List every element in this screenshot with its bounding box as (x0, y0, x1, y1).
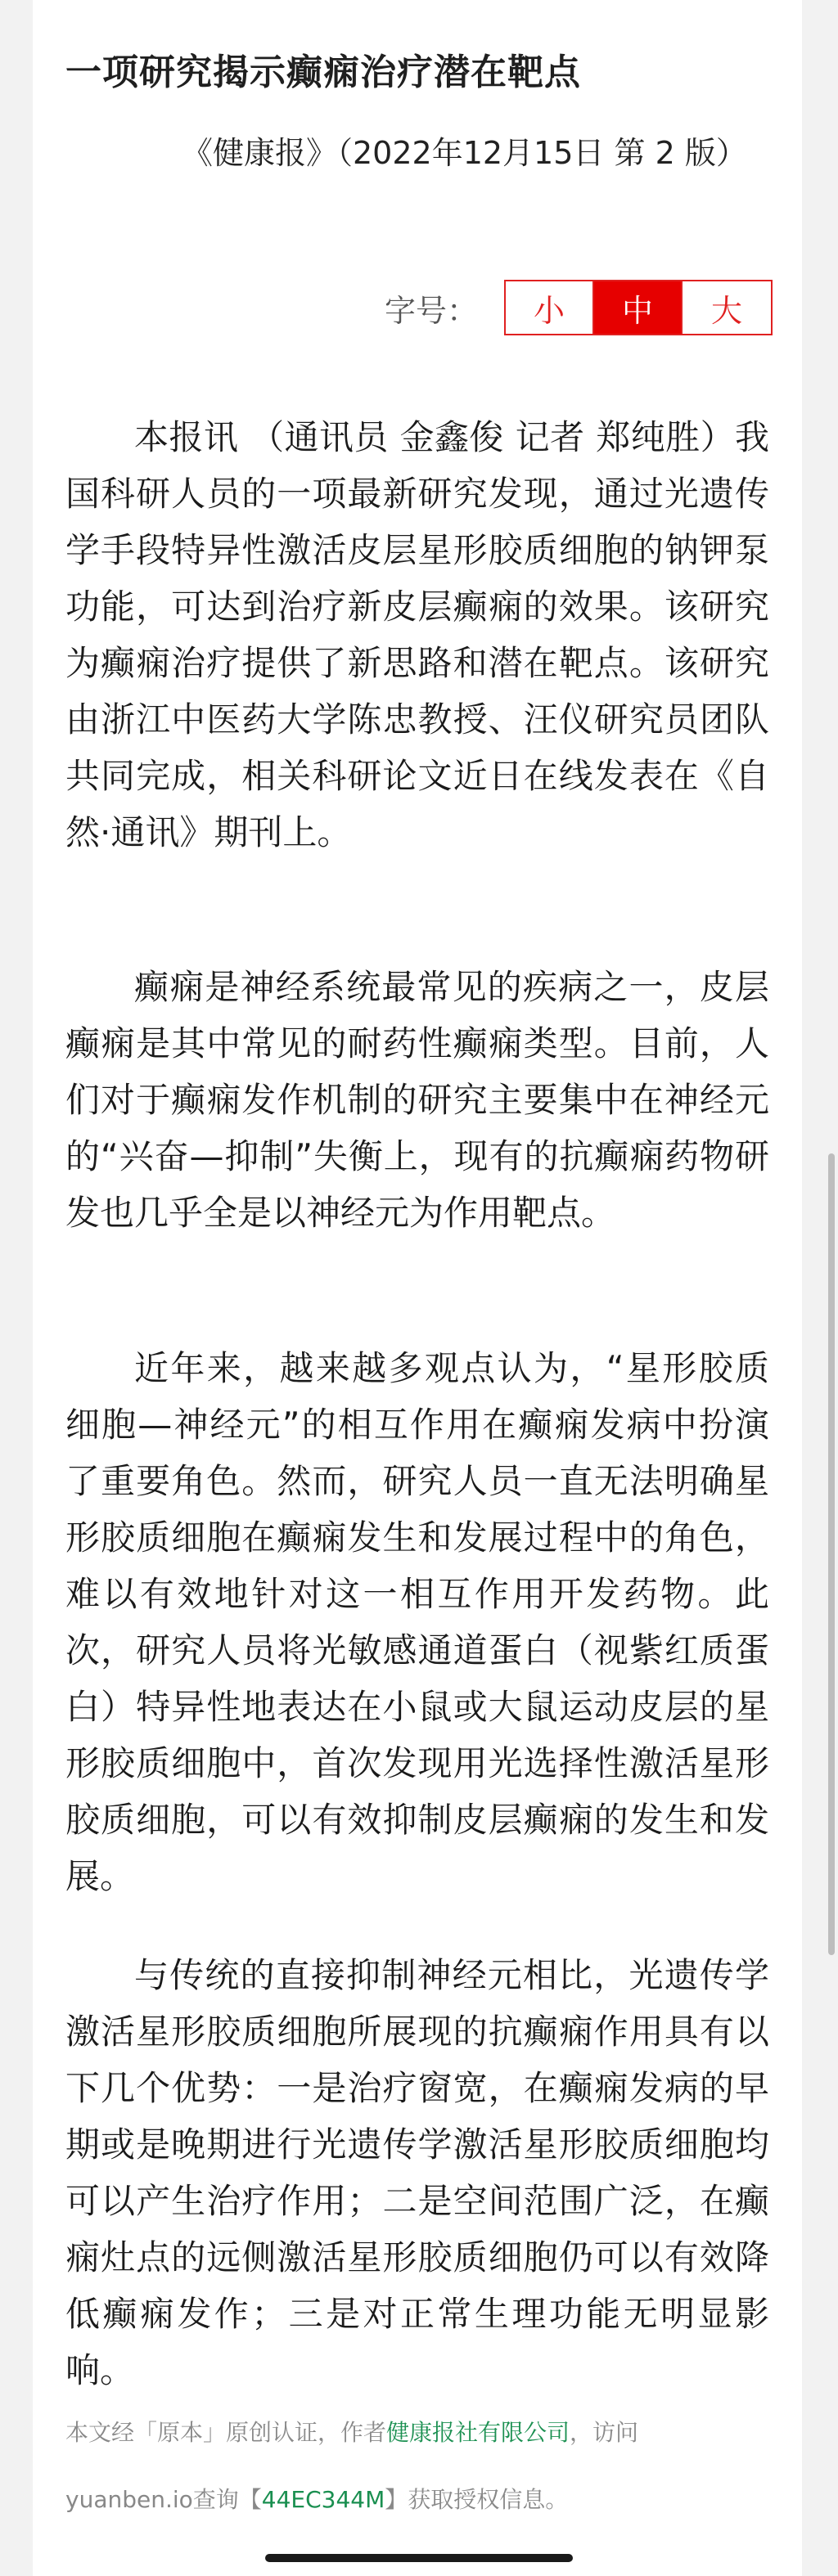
scrollbar[interactable] (828, 1153, 835, 1955)
copyright-suffix: ，访问 (570, 2419, 639, 2446)
article-paragraph: 近年来，越来越多观点认为，“星形胶质细胞—神经元”的相互作用在癫痫发病中扮演了重要角色。然而，研究人员一直无法明确星形胶质细胞在癫痫发生和发展过程中的角色，难以有效地针对这一相互作用开发药物。此次，研究人员将光敏感通道蛋白（视紫红质蛋白）特异性地表达在小鼠或大鼠运动皮层的星形胶质细胞中，首次发现用光选择性激活星形胶质细胞，可以有效抑制皮层癫痫的发生和发展。 (65, 1348, 769, 1896)
article-title: 一项研究揭示癫痫治疗潜在靶点 (65, 52, 581, 93)
font-size-label: 字号： (385, 292, 479, 329)
article-paragraph: 本报讯 （通讯员 金鑫俊 记者 郑纯胜）我国科研人员的一项最新研究发现，通过光遗传学手段特异性激活皮层星形胶质细胞的钠钾泵功能，可达到治疗新皮层癫痫的效果。该研究为癫痫治疗提供了新思路和潜在靶点。该研究由浙江中医药大学陈忠教授、汪仪研究员团队共同完成，相关科研论文近日在线发表在《自然·通讯》期刊上。 (65, 417, 769, 852)
copyright-prefix: 本文经「原本」原创认证，作者 (65, 2419, 387, 2446)
copyright-notice-line-2 (65, 2482, 769, 2515)
home-indicator[interactable] (265, 2554, 573, 2562)
font-size-selector (385, 280, 773, 335)
auth-code-link[interactable]: 44EC344M (261, 2486, 385, 2513)
copyright-notice-line-1 (65, 2415, 769, 2448)
article-paragraph: 癫痫是神经系统最常见的疾病之一，皮层癫痫是其中常见的耐药性癫痫类型。目前，人们对于癫痫发作机制的研究主要集中在神经元的“兴奋—抑制”失衡上，现有的抗癫痫药物研发也几乎全是以神经元为作用靶点。 (65, 967, 769, 1233)
query-prefix: yuanben.io查询【 (65, 2486, 262, 2513)
font-size-small-button[interactable]: 小 (506, 281, 594, 334)
query-suffix: 】获取授权信息。 (385, 2486, 569, 2513)
font-size-options (504, 280, 773, 335)
author-link[interactable]: 健康报社有限公司 (386, 2419, 570, 2446)
font-size-medium-button[interactable]: 中 (594, 281, 683, 334)
font-size-large-button[interactable]: 大 (683, 281, 771, 334)
article-source: 《健康报》（2022年12月15日 第 2 版） (182, 135, 747, 171)
article-paragraph: 与传统的直接抑制神经元相比，光遗传学激活星形胶质细胞所展现的抗癫痫作用具有以下几个优势：一是治疗窗宽，在癫痫发病的早期或是晚期进行光遗传学激活星形胶质细胞均可以产生治疗作用；二是空间范围广泛，在癫痫灶点的远侧激活星形胶质细胞仍可以有效降低癫痫发作；三是对正常生理功能无明显影响。 (65, 1955, 769, 2390)
